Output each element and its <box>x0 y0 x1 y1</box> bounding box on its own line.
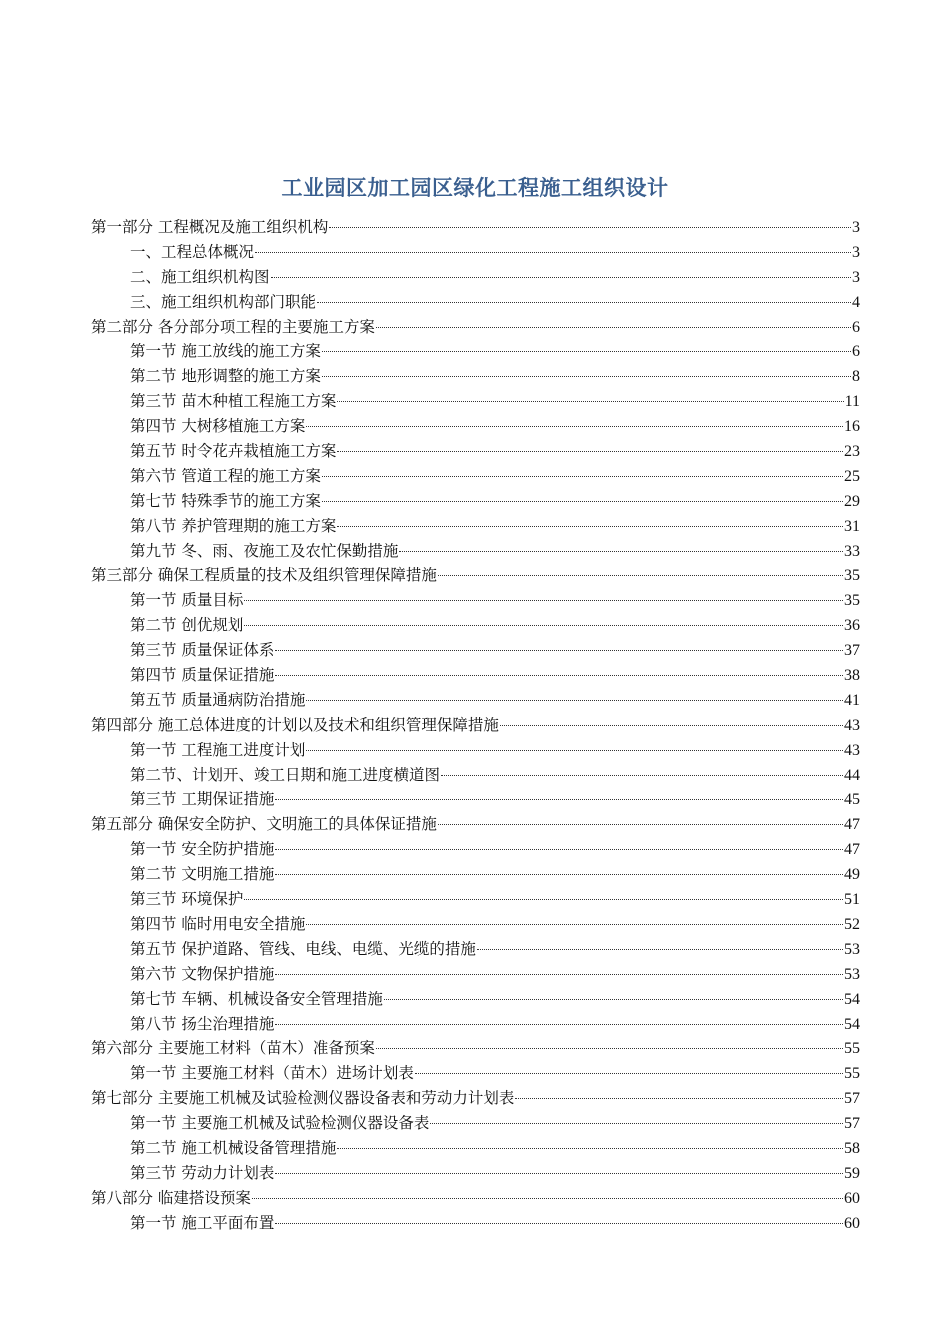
toc-dot-leader <box>477 949 843 950</box>
toc-dot-leader <box>244 625 843 626</box>
toc-page-number: 36 <box>844 617 860 635</box>
toc-page-number: 43 <box>844 716 860 734</box>
toc-dot-leader <box>441 775 843 776</box>
toc-dot-leader <box>500 725 843 726</box>
toc-entry-section[interactable] <box>91 638 860 663</box>
toc-entry-title: 第一节 质量目标 <box>130 591 244 610</box>
toc-page-number: 6 <box>852 343 860 361</box>
toc-entry-title: 第七节 车辆、机械设备安全管理措施 <box>130 989 383 1008</box>
toc-entry-title: 第二节 文明施工措施 <box>130 865 275 884</box>
toc-dot-leader <box>322 501 843 502</box>
toc-dot-leader <box>376 327 851 328</box>
toc-dot-leader <box>430 1123 843 1124</box>
toc-page-number: 31 <box>844 517 860 535</box>
toc-entry-section[interactable] <box>91 613 860 638</box>
toc-entry-section[interactable] <box>91 962 860 987</box>
toc-dot-leader <box>337 1148 843 1149</box>
toc-page-number: 45 <box>844 791 860 809</box>
toc-entry-title: 第七节 特殊季节的施工方案 <box>130 491 321 510</box>
toc-entry-title: 二、施工组织机构图 <box>130 267 270 286</box>
toc-dot-leader <box>306 750 843 751</box>
toc-dot-leader <box>275 1223 843 1224</box>
toc-entry-title: 三、施工组织机构部门职能 <box>130 292 317 311</box>
toc-page-number: 57 <box>844 1115 860 1133</box>
toc-page-number: 44 <box>844 766 860 784</box>
toc-entry-title: 第八节 扬尘治理措施 <box>130 1014 275 1033</box>
toc-page-number: 25 <box>844 467 860 485</box>
toc-page-number: 55 <box>844 1040 860 1058</box>
toc-entry-title: 第三部分 确保工程质量的技术及组织管理保障措施 <box>91 566 437 585</box>
toc-entry-title: 第一节 工程施工进度计划 <box>130 740 306 759</box>
toc-dot-leader <box>275 974 843 975</box>
toc-dot-leader <box>275 874 843 875</box>
toc-entry-part[interactable] <box>91 215 860 240</box>
toc-dot-leader <box>337 401 843 402</box>
toc-dot-leader <box>317 302 851 303</box>
toc-entry-title: 第六部分 主要施工材料（苗木）准备预案 <box>91 1039 375 1058</box>
toc-dot-leader <box>399 551 843 552</box>
toc-dot-leader <box>337 526 843 527</box>
toc-entry-section[interactable] <box>91 389 860 414</box>
toc-entry-title: 第三节 劳动力计划表 <box>130 1163 275 1182</box>
toc-entry-title: 一、工程总体概况 <box>130 242 255 261</box>
toc-entry-title: 第八部分 临建搭设预案 <box>91 1188 251 1207</box>
toc-entry-title: 第五节 保护道路、管线、电线、电缆、光缆的措施 <box>130 939 476 958</box>
toc-entry-section[interactable] <box>91 339 860 364</box>
toc-entry-section[interactable] <box>91 862 860 887</box>
toc-dot-leader <box>244 600 843 601</box>
toc-entry-part[interactable] <box>91 1086 860 1111</box>
toc-entry-title: 第五节 质量通病防治措施 <box>130 690 306 709</box>
toc-entry-section[interactable] <box>91 364 860 389</box>
toc-entry-section[interactable] <box>91 1161 860 1186</box>
toc-entry-title: 第三节 质量保证体系 <box>130 641 275 660</box>
toc-entry-part[interactable] <box>91 563 860 588</box>
toc-entry-section[interactable] <box>91 1012 860 1037</box>
document-title: 工业园区加工园区绿化工程施工组织设计 <box>281 175 669 200</box>
toc-page-number: 35 <box>844 567 860 585</box>
toc-entry-title: 第二节 施工机械设备管理措施 <box>130 1138 337 1157</box>
toc-page-number: 35 <box>844 592 860 610</box>
toc-dot-leader <box>275 650 843 651</box>
toc-page-number: 54 <box>844 990 860 1008</box>
toc-dot-leader <box>244 899 843 900</box>
toc-page-number: 54 <box>844 1015 860 1033</box>
toc-page-number: 47 <box>844 816 860 834</box>
toc-entry-section[interactable] <box>91 1111 860 1136</box>
toc-entry-section[interactable] <box>91 1061 860 1086</box>
toc-entry-title: 第九节 冬、雨、夜施工及农忙保勤措施 <box>130 541 399 560</box>
toc-entry-section[interactable] <box>91 787 860 812</box>
toc-entry-title: 第二节 地形调整的施工方案 <box>130 367 321 386</box>
toc-dot-leader <box>306 924 843 925</box>
toc-page-number: 3 <box>852 219 860 236</box>
toc-page-number: 59 <box>844 1164 860 1182</box>
toc-entry-section[interactable] <box>91 588 860 613</box>
toc-entry-title: 第一节 施工平面布置 <box>130 1213 275 1232</box>
toc-page-number: 57 <box>844 1090 860 1108</box>
toc-page-number: 60 <box>844 1214 860 1232</box>
toc-entry-section[interactable] <box>91 763 860 788</box>
toc-page-number: 11 <box>844 393 860 411</box>
toc-page-number: 49 <box>844 866 860 884</box>
toc-entry-title: 第三节 环境保护 <box>130 890 244 909</box>
toc-page-number: 6 <box>852 318 860 336</box>
toc-entry-title: 第二节、计划开、竣工日期和施工进度横道图 <box>130 765 441 784</box>
toc-entry-section[interactable] <box>91 1136 860 1161</box>
toc-page-number: 60 <box>844 1189 860 1207</box>
toc-entry-section[interactable] <box>91 738 860 763</box>
toc-entry-section[interactable] <box>91 514 860 539</box>
toc-entry-section[interactable] <box>91 887 860 912</box>
toc-entry-title: 第一节 施工放线的施工方案 <box>130 342 321 361</box>
toc-entry-title: 第八节 养护管理期的施工方案 <box>130 516 337 535</box>
toc-entry-section[interactable] <box>91 1211 860 1236</box>
toc-entry-section[interactable] <box>91 489 860 514</box>
toc-page-number: 16 <box>844 418 860 436</box>
toc-page-number: 51 <box>844 891 860 909</box>
toc-page-number: 41 <box>844 691 860 709</box>
toc-entry-title: 第五部分 确保安全防护、文明施工的具体保证措施 <box>91 815 437 834</box>
toc-entry-section[interactable] <box>91 265 860 290</box>
toc-page-number: 55 <box>844 1065 860 1083</box>
toc-dot-leader <box>306 426 843 427</box>
toc-dot-leader <box>322 351 851 352</box>
toc-entry-title: 第四节 质量保证措施 <box>130 666 275 685</box>
toc-dot-leader <box>415 1073 843 1074</box>
toc-dot-leader <box>384 999 843 1000</box>
toc-dot-leader <box>322 476 843 477</box>
toc-entry-title: 第一节 主要施工材料（苗木）进场计划表 <box>130 1064 414 1083</box>
toc-entry-section[interactable] <box>91 987 860 1012</box>
toc-entry-title: 第四节 大树移植施工方案 <box>130 417 306 436</box>
toc-dot-leader <box>438 575 843 576</box>
toc-dot-leader <box>255 252 851 253</box>
toc-dot-leader <box>306 700 843 701</box>
toc-entry-title: 第三节 苗木种植工程施工方案 <box>130 392 337 411</box>
toc-entry-title: 第四部分 施工总体进度的计划以及技术和组织管理保障措施 <box>91 715 499 734</box>
toc-entry-title: 第三节 工期保证措施 <box>130 790 275 809</box>
toc-entry-section[interactable] <box>91 439 860 464</box>
toc-page-number: 58 <box>844 1139 860 1157</box>
toc-entry-part[interactable] <box>91 713 860 738</box>
toc-entry-section[interactable] <box>91 663 860 688</box>
toc-entry-title: 第二部分 各分部分项工程的主要施工方案 <box>91 317 375 336</box>
toc-page-number: 43 <box>844 741 860 759</box>
toc-entry-title: 第六节 管道工程的施工方案 <box>130 466 321 485</box>
toc-page-number: 53 <box>844 965 860 983</box>
toc-dot-leader <box>515 1098 843 1099</box>
toc-entry-section[interactable] <box>91 464 860 489</box>
toc-page-number: 3 <box>852 268 860 286</box>
toc-page-number: 8 <box>852 368 860 386</box>
toc-dot-leader <box>271 277 851 278</box>
toc-page-number: 4 <box>852 293 860 311</box>
toc-dot-leader <box>438 824 843 825</box>
toc-entry-title: 第一部分 工程概况及施工组织机构 <box>91 218 329 236</box>
toc-page-number: 37 <box>844 642 860 660</box>
toc-page-number: 52 <box>844 915 860 933</box>
toc-page-number: 53 <box>844 940 860 958</box>
toc-entry-section[interactable] <box>91 688 860 713</box>
toc-entry-part[interactable] <box>91 812 860 837</box>
toc-entry-section[interactable] <box>91 414 860 439</box>
toc-entry-title: 第一节 主要施工机械及试验检测仪器设备表 <box>130 1114 430 1133</box>
toc-dot-leader <box>252 1198 843 1199</box>
toc-dot-leader <box>329 227 851 228</box>
toc-dot-leader <box>275 675 843 676</box>
toc-entry-title: 第四节 临时用电安全措施 <box>130 914 306 933</box>
toc-dot-leader <box>322 376 851 377</box>
toc-page-number: 33 <box>844 542 860 560</box>
toc-entry-title: 第五节 时令花卉栽植施工方案 <box>130 442 337 461</box>
table-of-contents <box>91 215 860 1236</box>
toc-dot-leader <box>275 799 843 800</box>
toc-entry-section[interactable] <box>91 240 860 265</box>
toc-entry-section[interactable] <box>91 539 860 564</box>
toc-dot-leader <box>275 1173 843 1174</box>
toc-page-number: 47 <box>844 841 860 859</box>
toc-dot-leader <box>337 451 843 452</box>
toc-entry-section[interactable] <box>91 837 860 862</box>
toc-entry-section[interactable] <box>91 912 860 937</box>
toc-page-number: 23 <box>844 443 860 461</box>
toc-dot-leader <box>376 1048 843 1049</box>
toc-entry-section[interactable] <box>91 937 860 962</box>
toc-entry-part[interactable] <box>91 315 860 340</box>
toc-entry-section[interactable] <box>91 290 860 315</box>
toc-page-number: 3 <box>852 243 860 261</box>
toc-entry-title: 第六节 文物保护措施 <box>130 964 275 983</box>
toc-entry-part[interactable] <box>91 1186 860 1211</box>
toc-dot-leader <box>275 849 843 850</box>
toc-entry-title: 第一节 安全防护措施 <box>130 840 275 859</box>
toc-page-number: 38 <box>844 667 860 685</box>
toc-entry-title: 第二节 创优规划 <box>130 616 244 635</box>
toc-dot-leader <box>275 1024 843 1025</box>
toc-entry-part[interactable] <box>91 1036 860 1061</box>
toc-entry-title: 第七部分 主要施工机械及试验检测仪器设备表和劳动力计划表 <box>91 1089 515 1108</box>
toc-page-number: 29 <box>844 492 860 510</box>
